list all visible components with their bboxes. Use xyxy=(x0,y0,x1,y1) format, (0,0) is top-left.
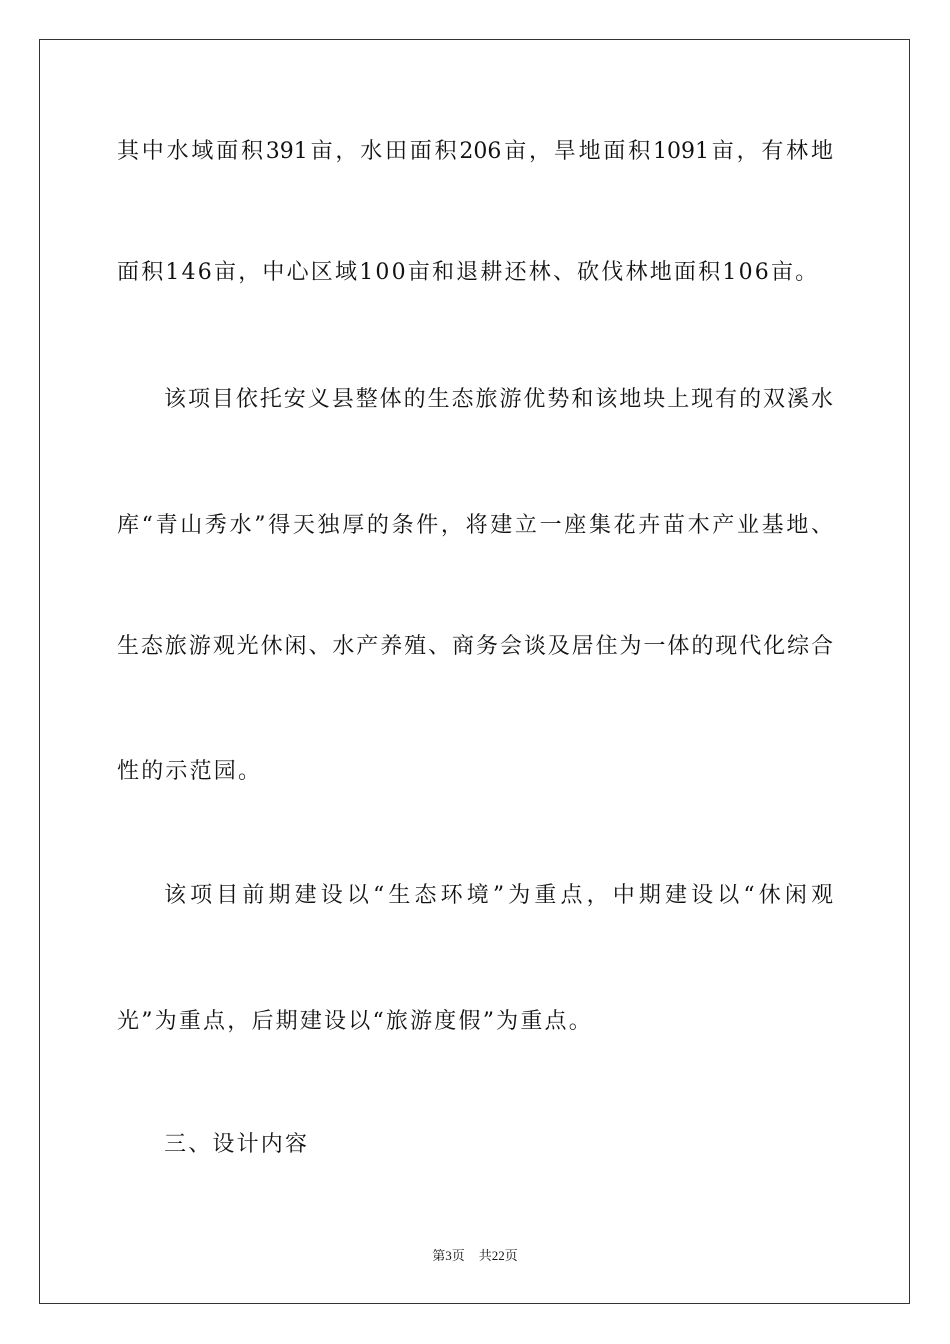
paragraph-line: 库“青山秀水”得天独厚的条件，将建立一座集花卉苗木产业基地、 xyxy=(117,513,833,538)
page-footer xyxy=(0,1247,950,1265)
paragraph-line: 该项目前期建设以“生态环境”为重点，中期建设以“休闲观 xyxy=(164,883,833,908)
page-border xyxy=(39,39,910,1304)
paragraph-line: 其中水域面积391亩，水田面积206亩，旱地面积1091亩，有林地 xyxy=(117,139,833,164)
paragraph-line: 光”为重点，后期建设以“旅游度假”为重点。 xyxy=(117,1009,593,1034)
paragraph-line: 面积146亩，中心区域100亩和退耕还林、砍伐林地面积106亩。 xyxy=(117,260,820,285)
paragraph-line: 性的示范园。 xyxy=(117,759,263,784)
paragraph-line: 该项目依托安义县整体的生态旅游优势和该地块上现有的双溪水 xyxy=(164,387,833,412)
paragraph-line: 生态旅游观光休闲、水产养殖、商务会谈及居住为一体的现代化综合 xyxy=(117,634,833,659)
page-number: 第3页 xyxy=(432,1248,465,1263)
page-total: 共22页 xyxy=(478,1248,518,1263)
section-heading: 三、设计内容 xyxy=(164,1132,310,1157)
